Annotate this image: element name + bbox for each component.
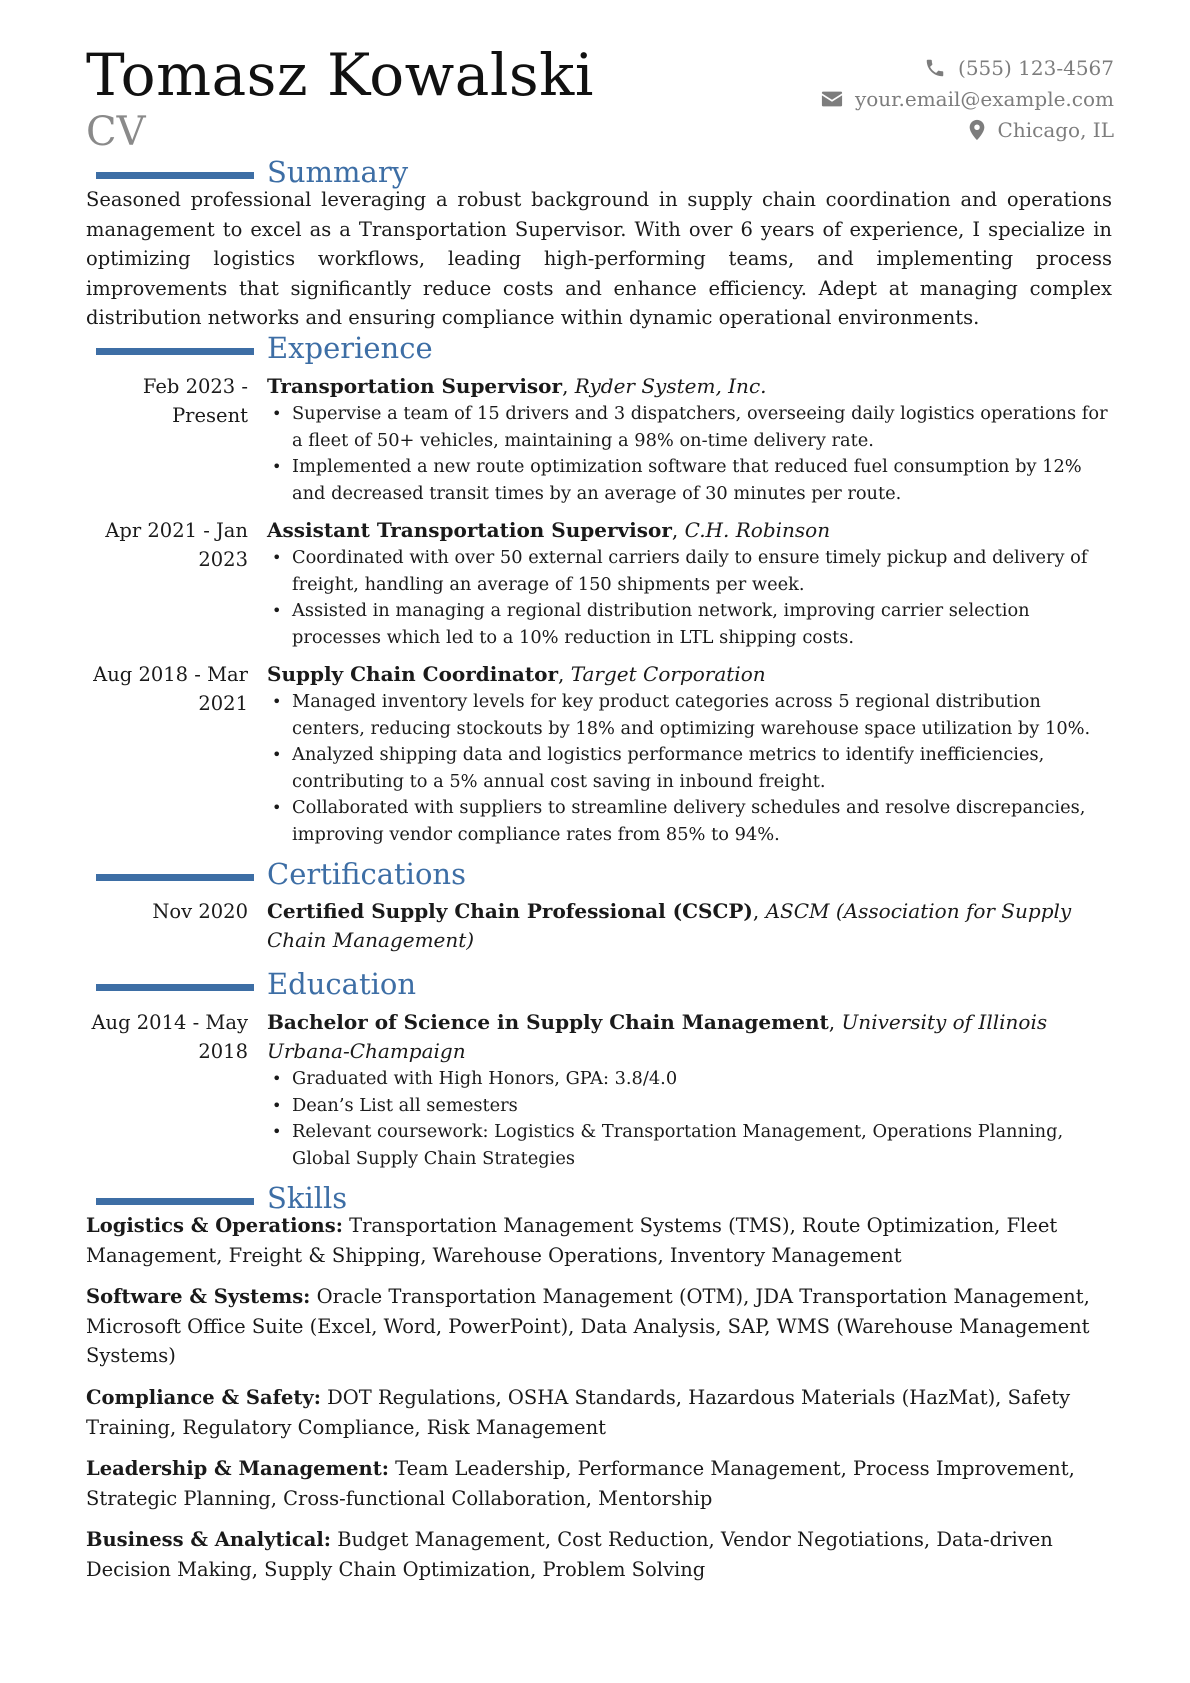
section-accent-bar [96, 874, 254, 881]
skill-category: Leadership & Management: [86, 1457, 389, 1480]
contact-block [821, 52, 1114, 145]
experience-title: Experience [267, 331, 433, 365]
summary-title: Summary [267, 155, 409, 189]
bullet-item: • Managed inventory levels for key product categories across 5 regional distribution centers, reducing stockouts by 18% and optimizing warehouse space utilization by 10%. [267, 689, 1112, 742]
skill-list: Budget Management, Cost Reduction, Vendor Negotiations, Data-driven Decision Making, Supply Chain Optimization, Problem Solving [86, 1528, 1053, 1581]
skill-list: DOT Regulations, OSHA Standards, Hazardous Materials (HazMat), Safety Training, Regulatory Compliance, Risk Management [86, 1386, 1071, 1439]
section-accent-bar [96, 984, 254, 991]
entry-date: Aug 2018 - Mar 2021 [93, 663, 248, 715]
entry-heading: Assistant Transportation Supervisor, C.H. Robinson [267, 518, 831, 542]
contact-location [821, 114, 1114, 145]
entry-date: Aug 2014 - May 2018 [91, 1011, 248, 1063]
entry-body [267, 1008, 1112, 1172]
skill-group [86, 1383, 1112, 1442]
organization: Ryder System, Inc. [574, 374, 767, 398]
bullet-item: • Assisted in managing a regional distribution network, improving carrier selection processes which led to a 10% reduction in LTL shipping costs. [267, 598, 1112, 651]
location-text: Chicago, IL [997, 117, 1114, 142]
organization: University of Illinois Urbana-Champaign [267, 1010, 1048, 1063]
document-subtitle: CV [86, 109, 146, 155]
section-accent-bar [96, 1198, 254, 1205]
bullet-item: • Analyzed shipping data and logistics performance metrics to identify inefficiencies, contributing to a 5% annual cost saving in inbound freight. [267, 742, 1112, 795]
skill-group [86, 1211, 1112, 1270]
skill-list: Transportation Management Systems (TMS), Route Optimization, Fleet Management, Freight & Shipping, Warehouse Operations, Inventory Management [86, 1214, 1058, 1267]
organization: C.H. Robinson [684, 518, 831, 542]
section-header [0, 857, 1190, 898]
skill-list: Team Leadership, Performance Management, Process Improvement, Strategic Planning, Cross-functional Collaboration, Mentorship [86, 1457, 1075, 1510]
bullet-item: • Relevant coursework: Logistics & Transportation Management, Operations Planning, Global Supply Chain Strategies [267, 1119, 1112, 1172]
entry-heading: Certified Supply Chain Professional (CSCP), ASCM (Association for Supply Chain Management) [267, 899, 1072, 952]
section-header [0, 331, 1190, 372]
job-title: Assistant Transportation Supervisor [267, 518, 672, 542]
skill-category: Logistics & Operations: [86, 1214, 343, 1237]
bullet-item: • Collaborated with suppliers to streamline delivery schedules and resolve discrepancies, improving vendor compliance rates from 85% to 94%. [267, 795, 1112, 848]
job-title: Supply Chain Coordinator [267, 662, 558, 686]
organization: ASCM (Association for Supply Chain Management) [267, 899, 1072, 952]
skills-title: Skills [267, 1181, 348, 1215]
bullet-list [267, 401, 1112, 507]
contact-phone [821, 52, 1114, 83]
certification-name: Certified Supply Chain Professional (CSCP) [267, 899, 753, 923]
section-accent-bar [96, 348, 254, 355]
entry-body [267, 660, 1112, 848]
bullet-item: • Implemented a new route optimization software that reduced fuel consumption by 12% and decreased transit times by an average of 30 minutes per route. [267, 454, 1112, 507]
entry-body [267, 516, 1112, 651]
education-section [0, 967, 1190, 1008]
skill-group [86, 1282, 1112, 1371]
skill-category: Business & Analytical: [86, 1528, 331, 1551]
bullet-item: • Supervise a team of 15 drivers and 3 dispatchers, overseeing daily logistics operations for a fleet of 50+ vehicles, maintaining a 98% on-time delivery rate. [267, 401, 1112, 454]
entry-body [267, 897, 1112, 955]
summary-text: Seasoned professional leveraging a robust background in supply chain coordination and operations management to excel as a Transportation Supervisor. With over 6 years of experience, I specialize in optimizing logistics workflows, leading high-performing teams, and implementing process improvements that significantly reduce costs and enhance efficiency. Adept at managing complex distribution networks and ensuring compliance within dynamic operational environments. [86, 188, 1112, 329]
contact-email [821, 83, 1114, 114]
phone-text: (555) 123-4567 [958, 55, 1114, 80]
bullet-list [267, 689, 1112, 848]
entry-body [267, 372, 1112, 507]
email-text[interactable]: your.email@example.com [854, 86, 1114, 111]
skill-group [86, 1454, 1112, 1513]
bullet-list [267, 545, 1112, 651]
degree-name: Bachelor of Science in Supply Chain Management [267, 1010, 829, 1034]
entry-date: Feb 2023 - Present [142, 375, 248, 427]
bullet-item: • Graduated with High Honors, GPA: 3.8/4.0 [267, 1066, 1112, 1093]
education-title: Education [267, 967, 417, 1001]
skill-group [86, 1525, 1112, 1584]
experience-section [0, 331, 1190, 372]
entry-heading: Transportation Supervisor, Ryder System, Inc. [267, 374, 767, 398]
skill-category: Software & Systems: [86, 1285, 311, 1308]
entry-date: Apr 2021 - Jan 2023 [105, 519, 248, 571]
bullet-item: • Dean’s List all semesters [267, 1093, 1112, 1120]
skill-list: Oracle Transportation Management (OTM), JDA Transportation Management, Microsoft Office Suite (Excel, Word, PowerPoint), Data Analysis, SAP, WMS (Warehouse Management Systems) [86, 1285, 1090, 1367]
skill-category: Compliance & Safety: [86, 1386, 321, 1409]
section-accent-bar [96, 172, 254, 179]
entry-heading: Supply Chain Coordinator, Target Corporation [267, 662, 766, 686]
certifications-title: Certifications [267, 857, 466, 891]
phone-icon [924, 57, 946, 79]
certifications-section [0, 857, 1190, 898]
organization: Target Corporation [570, 662, 766, 686]
entry-date: Nov 2020 [152, 900, 248, 923]
bullet-list [267, 1066, 1112, 1172]
bullet-item: • Coordinated with over 50 external carriers daily to ensure timely pickup and delivery of freight, handling an average of 150 shipments per week. [267, 545, 1112, 598]
entry-heading: Bachelor of Science in Supply Chain Management, University of Illinois Urbana-Champaign [267, 1010, 1048, 1063]
map-pin-icon [968, 119, 986, 141]
section-header [0, 967, 1190, 1008]
job-title: Transportation Supervisor [267, 374, 563, 398]
envelope-icon [821, 90, 843, 108]
candidate-name: Tomasz Kowalski [86, 41, 594, 109]
